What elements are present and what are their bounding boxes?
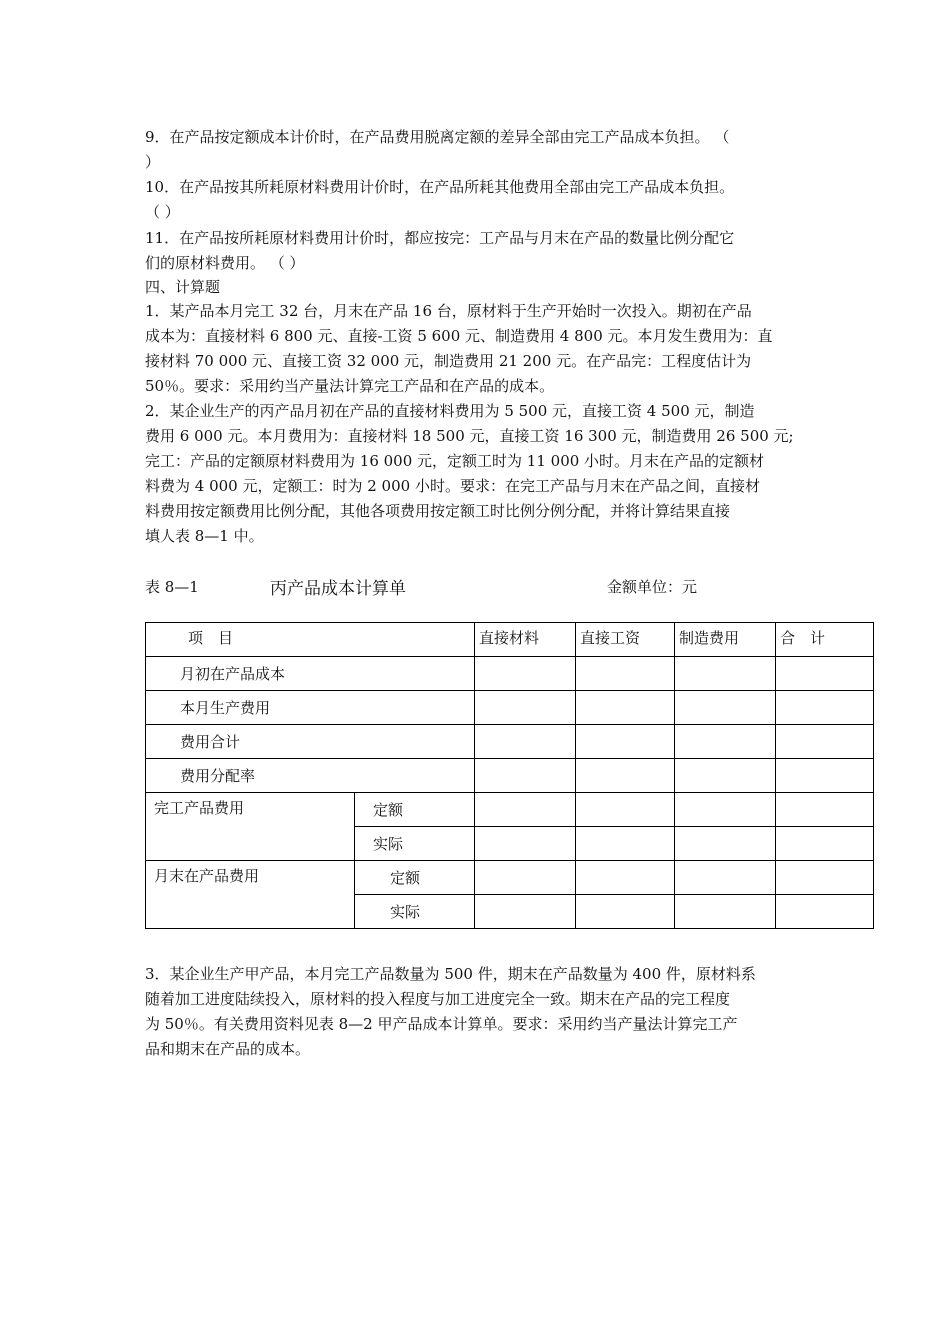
- table-cell[interactable]: [675, 895, 776, 929]
- table-cell[interactable]: [776, 691, 874, 725]
- question-9-line-1: 9．在产品按定额成本计价时，在产品费用脱离定额的差异全部由完工产品成本负担。 （: [145, 128, 730, 146]
- table-cell[interactable]: [576, 725, 675, 759]
- table-cell[interactable]: [475, 691, 576, 725]
- header-direct-materials: 直接材料: [475, 623, 576, 657]
- table-cell[interactable]: [475, 657, 576, 691]
- problem-3-line-3: 为 50％。有关费用资料见表 8—2 甲产品成本计算单。要求：采用约当产量法计算完工产: [145, 1015, 738, 1033]
- table-row: [146, 861, 874, 895]
- table-cell[interactable]: [675, 861, 776, 895]
- problem-3-line-4: 品和期末在产品的成本。: [145, 1040, 311, 1058]
- row-label: 月初在产品成本: [146, 657, 475, 691]
- table-row: [146, 691, 874, 725]
- table-row: [146, 793, 874, 827]
- table-cell[interactable]: [776, 725, 874, 759]
- table-cell[interactable]: [776, 827, 874, 861]
- table-cell[interactable]: [675, 793, 776, 827]
- table-cell[interactable]: [475, 725, 576, 759]
- question-11-line-1: 11．在产品按所耗原材料费用计价时，都应按完：工产品与月末在产品的数量比例分配它: [145, 229, 735, 247]
- sub-label: 定额: [355, 861, 475, 895]
- problem-2-line-2: 费用 6 000 元。本月费用为：直接材料 18 500 元，直接工资 16 300 元，制造费用 26 500 元;: [145, 427, 794, 445]
- problem-3-line-2: 随着加工进度陆续投入，原材料的投入程度与加工进度完全一致。期末在产品的完工程度: [145, 990, 731, 1008]
- problem-1-line-1: 1．某产品本月完工 32 台，月末在产品 16 台，原材料于生产开始时一次投入。期初在产品: [145, 302, 752, 320]
- sub-label: 实际: [355, 827, 475, 861]
- question-11-line-2: 们的原材料费用。 （ ）: [145, 254, 305, 272]
- cost-table: [145, 622, 874, 929]
- sub-label: 定额: [355, 793, 475, 827]
- table-cell[interactable]: [675, 759, 776, 793]
- table-title: 丙产品成本计算单: [270, 579, 406, 599]
- table-cell[interactable]: [576, 759, 675, 793]
- header-item: 项 目: [146, 623, 475, 657]
- table-cell[interactable]: [675, 827, 776, 861]
- row-label: 费用合计: [146, 725, 475, 759]
- problem-3-line-1: 3．某企业生产甲产品，本月完工产品数量为 500 件，期末在产品数量为 400 件，原材料系: [145, 965, 756, 983]
- question-9-line-2: ）: [145, 153, 161, 171]
- row-label: 本月生产费用: [146, 691, 475, 725]
- table-cell[interactable]: [475, 793, 576, 827]
- table-cell[interactable]: [475, 895, 576, 929]
- problem-2-line-1: 2．某企业生产的丙产品月初在产品的直接材料费用为 5 500 元，直接工资 4 500 元，制造: [145, 402, 755, 420]
- table-cell[interactable]: [776, 657, 874, 691]
- table-cell[interactable]: [576, 691, 675, 725]
- sub-label: 实际: [355, 895, 475, 929]
- table-row: [146, 725, 874, 759]
- section-heading: 四、计算题: [145, 278, 221, 296]
- table-cell[interactable]: [475, 861, 576, 895]
- problem-1-line-3: 接材料 70 000 元、直接工资 32 000 元，制造费用 21 200 元。在产品完：工程度估计为: [145, 352, 752, 370]
- table-cell[interactable]: [675, 691, 776, 725]
- problem-2-line-5: 料费用按定额费用比例分配，其他各项费用按定额工时比例分例分配，并将计算结果直接: [145, 502, 731, 520]
- table-cell[interactable]: [776, 895, 874, 929]
- table-label: 表 8—1: [145, 578, 199, 596]
- table-cell[interactable]: [576, 827, 675, 861]
- header-total: 合 计: [776, 623, 874, 657]
- table-cell[interactable]: [475, 827, 576, 861]
- table-cell[interactable]: [776, 793, 874, 827]
- table-cell[interactable]: [576, 861, 675, 895]
- problem-2-line-3: 完工：产品的定额原材料费用为 16 000 元，定额工时为 11 000 小时。月末在产品的定额材: [145, 452, 765, 470]
- table-cell[interactable]: [576, 793, 675, 827]
- table-cell[interactable]: [576, 657, 675, 691]
- problem-2-line-6: 填人表 8—1 中。: [145, 527, 264, 545]
- table-cell[interactable]: [576, 895, 675, 929]
- row-label: 费用分配率: [146, 759, 475, 793]
- table-cell[interactable]: [776, 759, 874, 793]
- table-unit: 金额单位：元: [607, 578, 698, 596]
- table-cell[interactable]: [675, 657, 776, 691]
- question-10-line-2: （ ）: [145, 203, 180, 221]
- header-manufacturing-overhead: 制造费用: [675, 623, 776, 657]
- table-cell[interactable]: [776, 861, 874, 895]
- table-row: [146, 657, 874, 691]
- table-row: [146, 759, 874, 793]
- question-10-line-1: 10．在产品按其所耗原材料费用计价时，在产品所耗其他费用全部由完工产品成本负担。: [145, 178, 735, 196]
- table-cell[interactable]: [475, 759, 576, 793]
- header-direct-wages: 直接工资: [576, 623, 675, 657]
- group-label-finished: 完工产品费用: [146, 793, 355, 861]
- table-header-row: [146, 623, 874, 657]
- group-label-wip: 月末在产品费用: [146, 861, 355, 929]
- problem-1-line-2: 成本为：直接材料 6 800 元、直接-工资 5 600 元、制造费用 4 800 元。本月发生费用为：直: [145, 327, 773, 345]
- problem-2-line-4: 料费为 4 000 元，定额工：时为 2 000 小时。要求：在完工产品与月末在产品之间，直接材: [145, 477, 760, 495]
- table-cell[interactable]: [675, 725, 776, 759]
- problem-1-line-4: 50％。要求：采用约当产量法计算完工产品和在产品的成本。: [145, 377, 555, 395]
